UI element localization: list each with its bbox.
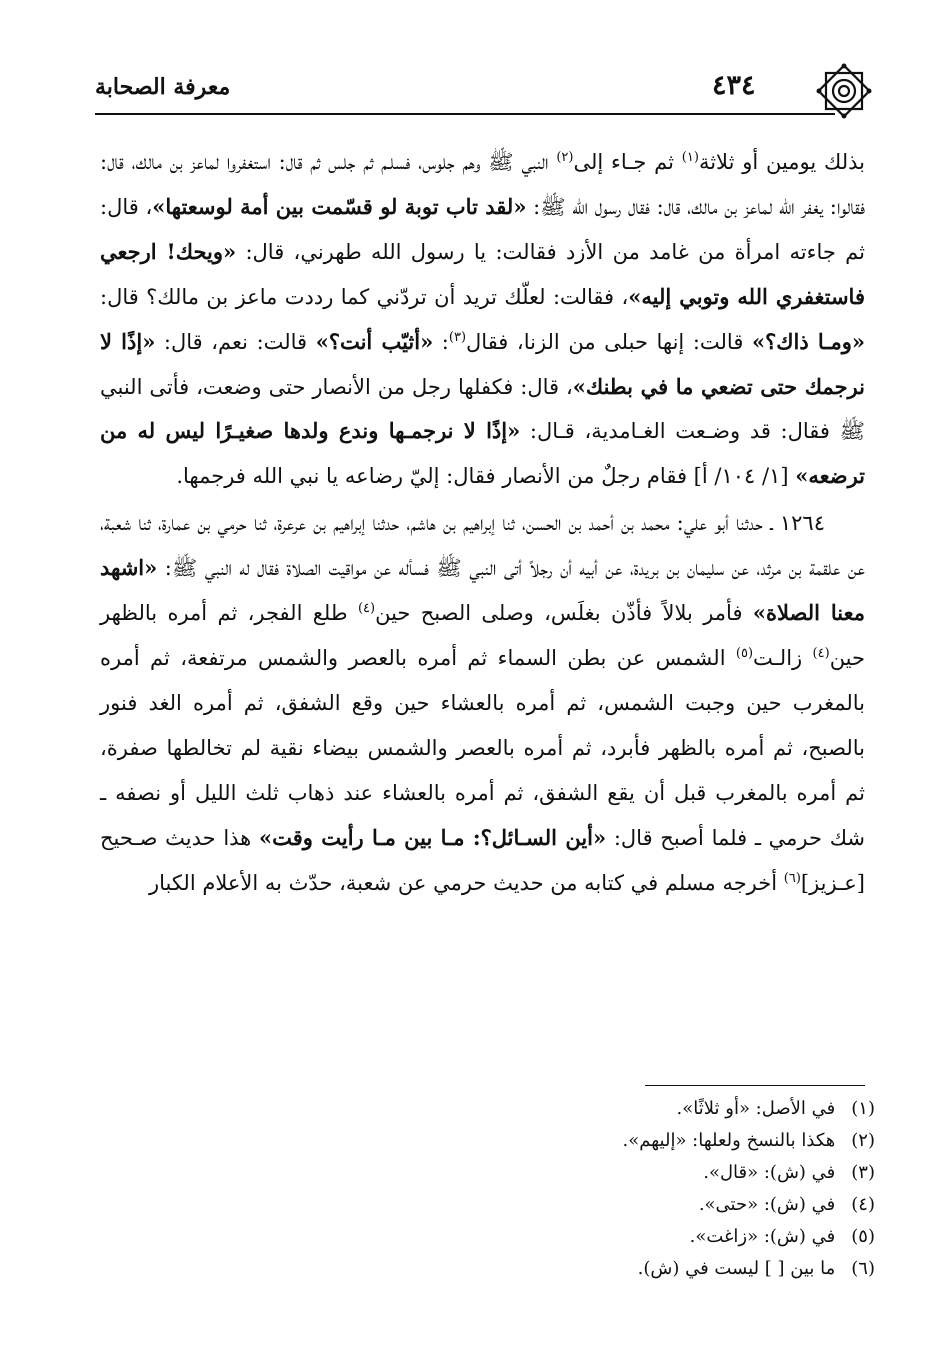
text: ١٢٦٤ ـ حدثنا أبو علي: محمد بن أحمد بن الحسن، ثنا إبراهيم بن هاشم، حدثنا إبراهيم بن عرعرة، ثنا حرمي بن عمارة، ثنا شعبة، عن علقمة بن مرثد، عن سليمان بن بريدة، عن أبيه أن رجلاً أتى النبي ﷺ فسأله عن مواقيت الصلاة فقال له النبي ﷺ: (100, 511, 865, 581)
hadith-quote: «أين السـائل؟: مـا بين مـا رأيت وقت» (258, 824, 607, 850)
footnote-text: في الأصل: «أو ثلاثًا». (676, 1098, 836, 1119)
footnote-ref-1[interactable]: (١) (681, 150, 699, 165)
footnote-ref-5[interactable]: (٥) (735, 645, 754, 661)
text: النبي ﷺ وهم جلوس، فسلـم ثم جلس ثم قال: استغفروا لماعز بن مالك، قال: فقالوا: يغفر الله لماعز بن مالك، قال: فقال رسول الله ﷺ: (100, 150, 865, 219)
paragraph-1 (100, 140, 865, 499)
footnote-text: في (ش): «قال». (703, 1162, 836, 1183)
footnote-item (450, 1221, 875, 1253)
hadith-quote: «إذًا لا نرجمك حتى تضعي ما في بطنك» (100, 328, 865, 399)
hadith-quote: «ومـا ذاك؟» (751, 328, 865, 354)
text: فأمر بلالاً فأذّن بغلَس، وصلى الصبح حين (375, 601, 753, 626)
footnote-ref-4[interactable]: (٤) (812, 645, 830, 661)
text: قالت: نعم، قال: (155, 329, 316, 354)
text: : (433, 329, 449, 354)
footnote-rule (645, 1085, 865, 1086)
hadith-quote: «أثيّب أنت؟» (315, 328, 434, 354)
footnote-text: في (ش): «زاغت». (689, 1226, 836, 1247)
header-rule (95, 113, 835, 115)
text: ، فقالت: لعلّك تريد أن تردّني كما رددت ماعز بن مالك؟ قال: (100, 284, 629, 309)
main-text (100, 140, 865, 905)
text: ثم جـاء إلى (573, 150, 682, 174)
footnote-text: ما بين [ ] ليست في (ش). (637, 1258, 836, 1279)
hadith-quote: «لقد تاب توبة لو قسّمت بين أمة لوسعتها» (152, 193, 527, 219)
footnote-number: (١) (851, 1098, 875, 1119)
hadith-quote: «ويحك! ارجعي فاستغفري الله وتوبي إليه» (100, 238, 865, 309)
paragraph-2 (100, 501, 865, 905)
footnote-item (450, 1093, 875, 1125)
text: زالـت (753, 645, 813, 670)
footnote-item (450, 1157, 875, 1189)
footnote-number: (٥) (851, 1226, 875, 1247)
footnote-text: في (ش): «حتى». (698, 1194, 836, 1215)
text: هذا حديث صـحيح [عـزيز] (100, 825, 865, 895)
hadith-quote: «إذًا لا نرجمـها وندع ولدها صغيـرًا ليس له من ترضعه» (100, 418, 865, 489)
footnote-item (450, 1253, 875, 1285)
footnotes (450, 1093, 875, 1285)
text: أخرجه مسلم في كتابه من حديث حرمي عن شعبة، حدّث به الأعلام الكبار (148, 870, 784, 895)
footnote-number: (٣) (851, 1162, 875, 1183)
footnote-ref-2[interactable]: (٢) (556, 150, 574, 165)
text: ، قال: ثم جاءته امرأة من غامد من الأزد فقالت: يا رسول الله طهرني، قال: (100, 194, 865, 264)
page-number: ٤٣٤ (712, 70, 756, 101)
footnote-ref-3[interactable]: (٣) (448, 329, 467, 345)
octagram-ornament-icon (815, 62, 873, 120)
text: [١/ ١٠٤/ أ] فقام رجلٌ من الأنصار فقال: إليّ رضاعه يا نبي الله فرجمها. (176, 464, 796, 489)
hadith-quote: «اشهد معنا الصلاة» (100, 555, 866, 626)
footnote-item (450, 1189, 875, 1221)
text: قالت: إنها حبلى من الزنا، فقال (466, 329, 752, 354)
text: الشمس عن بطن السماء ثم أمره بالعصر والشمس مرتفعة، ثم أمره بالمغرب حين وجبت الشمس، ثم أمره بالعشاء حين وقع الشفق، ثم أمره الغد فنور بالصبح، ثم أمره بالظهر فأبرد، ثم أمره بالعصر والشمس بيضاء نقية لم تخالطها صفرة، ثم أمره بالمغرب قبل أن يقع الشفق، ثم أمره بالعشاء عند ذهاب ثلث الليل أو نصفه ـ شك حرمي ـ فلما أصبح قال: (100, 645, 866, 850)
footnote-ref-6[interactable]: (٦) (783, 870, 801, 886)
text: بذلك يومين أو ثلاثة (698, 150, 865, 174)
footnote-number: (٤) (851, 1194, 875, 1215)
footnote-number: (٢) (851, 1130, 875, 1151)
footnote-item (450, 1125, 875, 1157)
footnote-number: (٦) (851, 1258, 875, 1279)
footnote-ref-4[interactable]: (٤) (357, 601, 376, 617)
footnote-text: هكذا بالنسخ ولعلها: «إليهم». (622, 1130, 836, 1151)
text: ، قال: فكفلها رجل من الأنصار حتى وضعت، فأتى النبي ﷺ فقال: قد وضـعت الغـامدية، قـال: (100, 374, 865, 444)
book-title: معرفة الصحابة (95, 74, 231, 100)
text: طلع الفجر، ثم أمره بالظهر حين (100, 601, 865, 670)
